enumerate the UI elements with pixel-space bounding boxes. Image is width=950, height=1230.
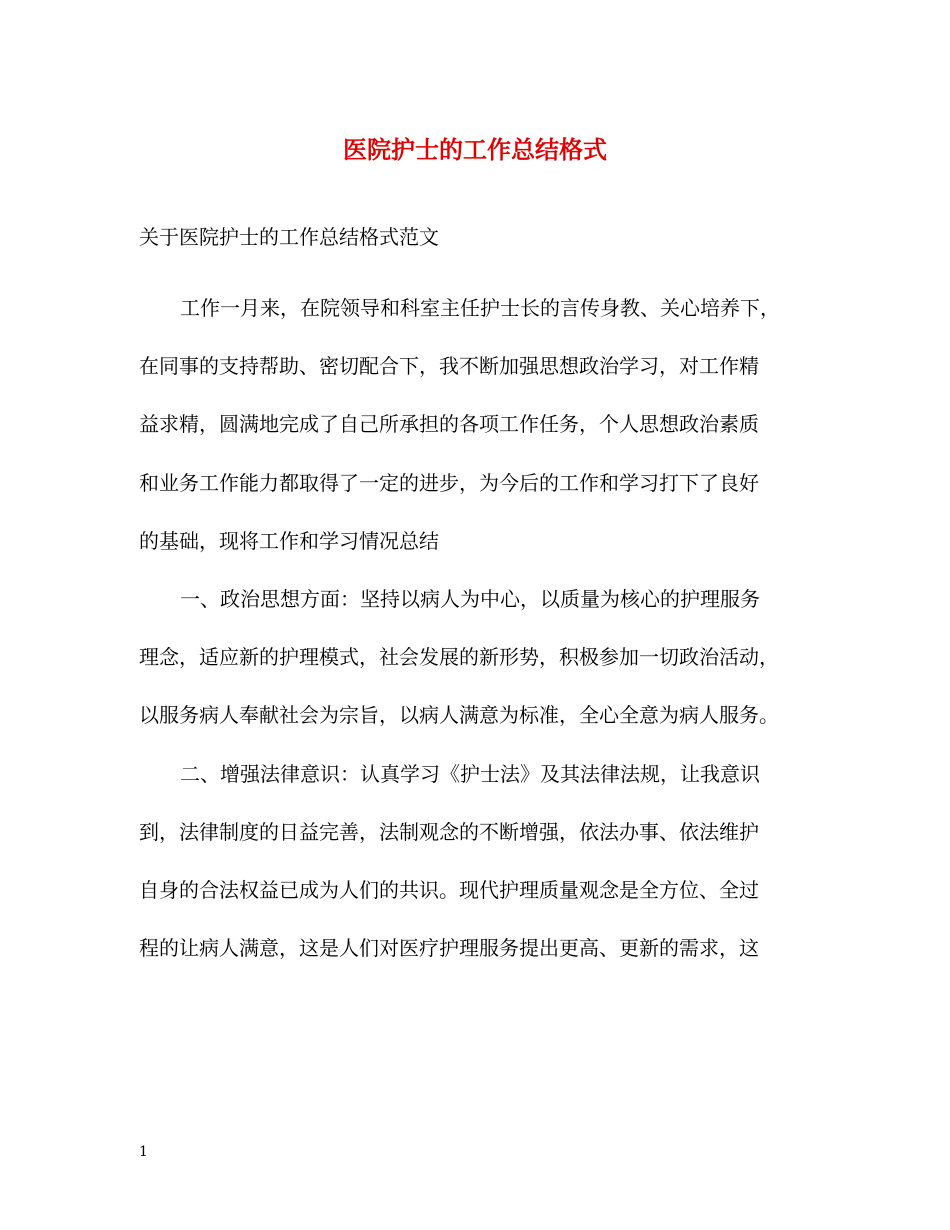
body-line: 理念，适应新的护理模式，社会发展的新形势，积极参加一切政治活动，	[139, 645, 779, 670]
body-line: 程的让病人满意，这是人们对医疗护理服务提出更高、更新的需求，这	[139, 936, 759, 961]
body-line: 二、增强法律意识：认真学习《护士法》及其法律法规，让我意识	[180, 761, 760, 786]
body-line: 一、政治思想方面：坚持以病人为中心，以质量为核心的护理服务	[180, 587, 760, 612]
body-line: 到，法律制度的日益完善，法制观念的不断增强，依法办事、依法维护	[139, 819, 759, 844]
document-body	[139, 279, 829, 977]
body-line: 和业务工作能力都取得了一定的进步，为今后的工作和学习打下了良好	[139, 470, 759, 495]
body-line: 自身的合法权益已成为人们的共识。现代护理质量观念是全方位、全过	[139, 878, 759, 903]
body-line: 益求精，圆满地完成了自己所承担的各项工作任务，个人思想政治素质	[139, 412, 759, 437]
page-number: 1	[139, 1144, 148, 1160]
body-line: 工作一月来，在院领导和科室主任护士长的言传身教、关心培养下，	[180, 296, 780, 320]
document-title: 医院护士的工作总结格式	[343, 135, 607, 164]
document-subtitle: 关于医院护士的工作总结格式范文	[139, 225, 439, 249]
body-line: 以服务病人奉献社会为宗旨，以病人满意为标准，全心全意为病人服务。	[139, 703, 779, 728]
body-line: 在同事的支持帮助、密切配合下，我不断加强思想政治学习，对工作精	[139, 354, 759, 379]
body-line: 的基础，现将工作和学习情况总结	[139, 528, 439, 553]
